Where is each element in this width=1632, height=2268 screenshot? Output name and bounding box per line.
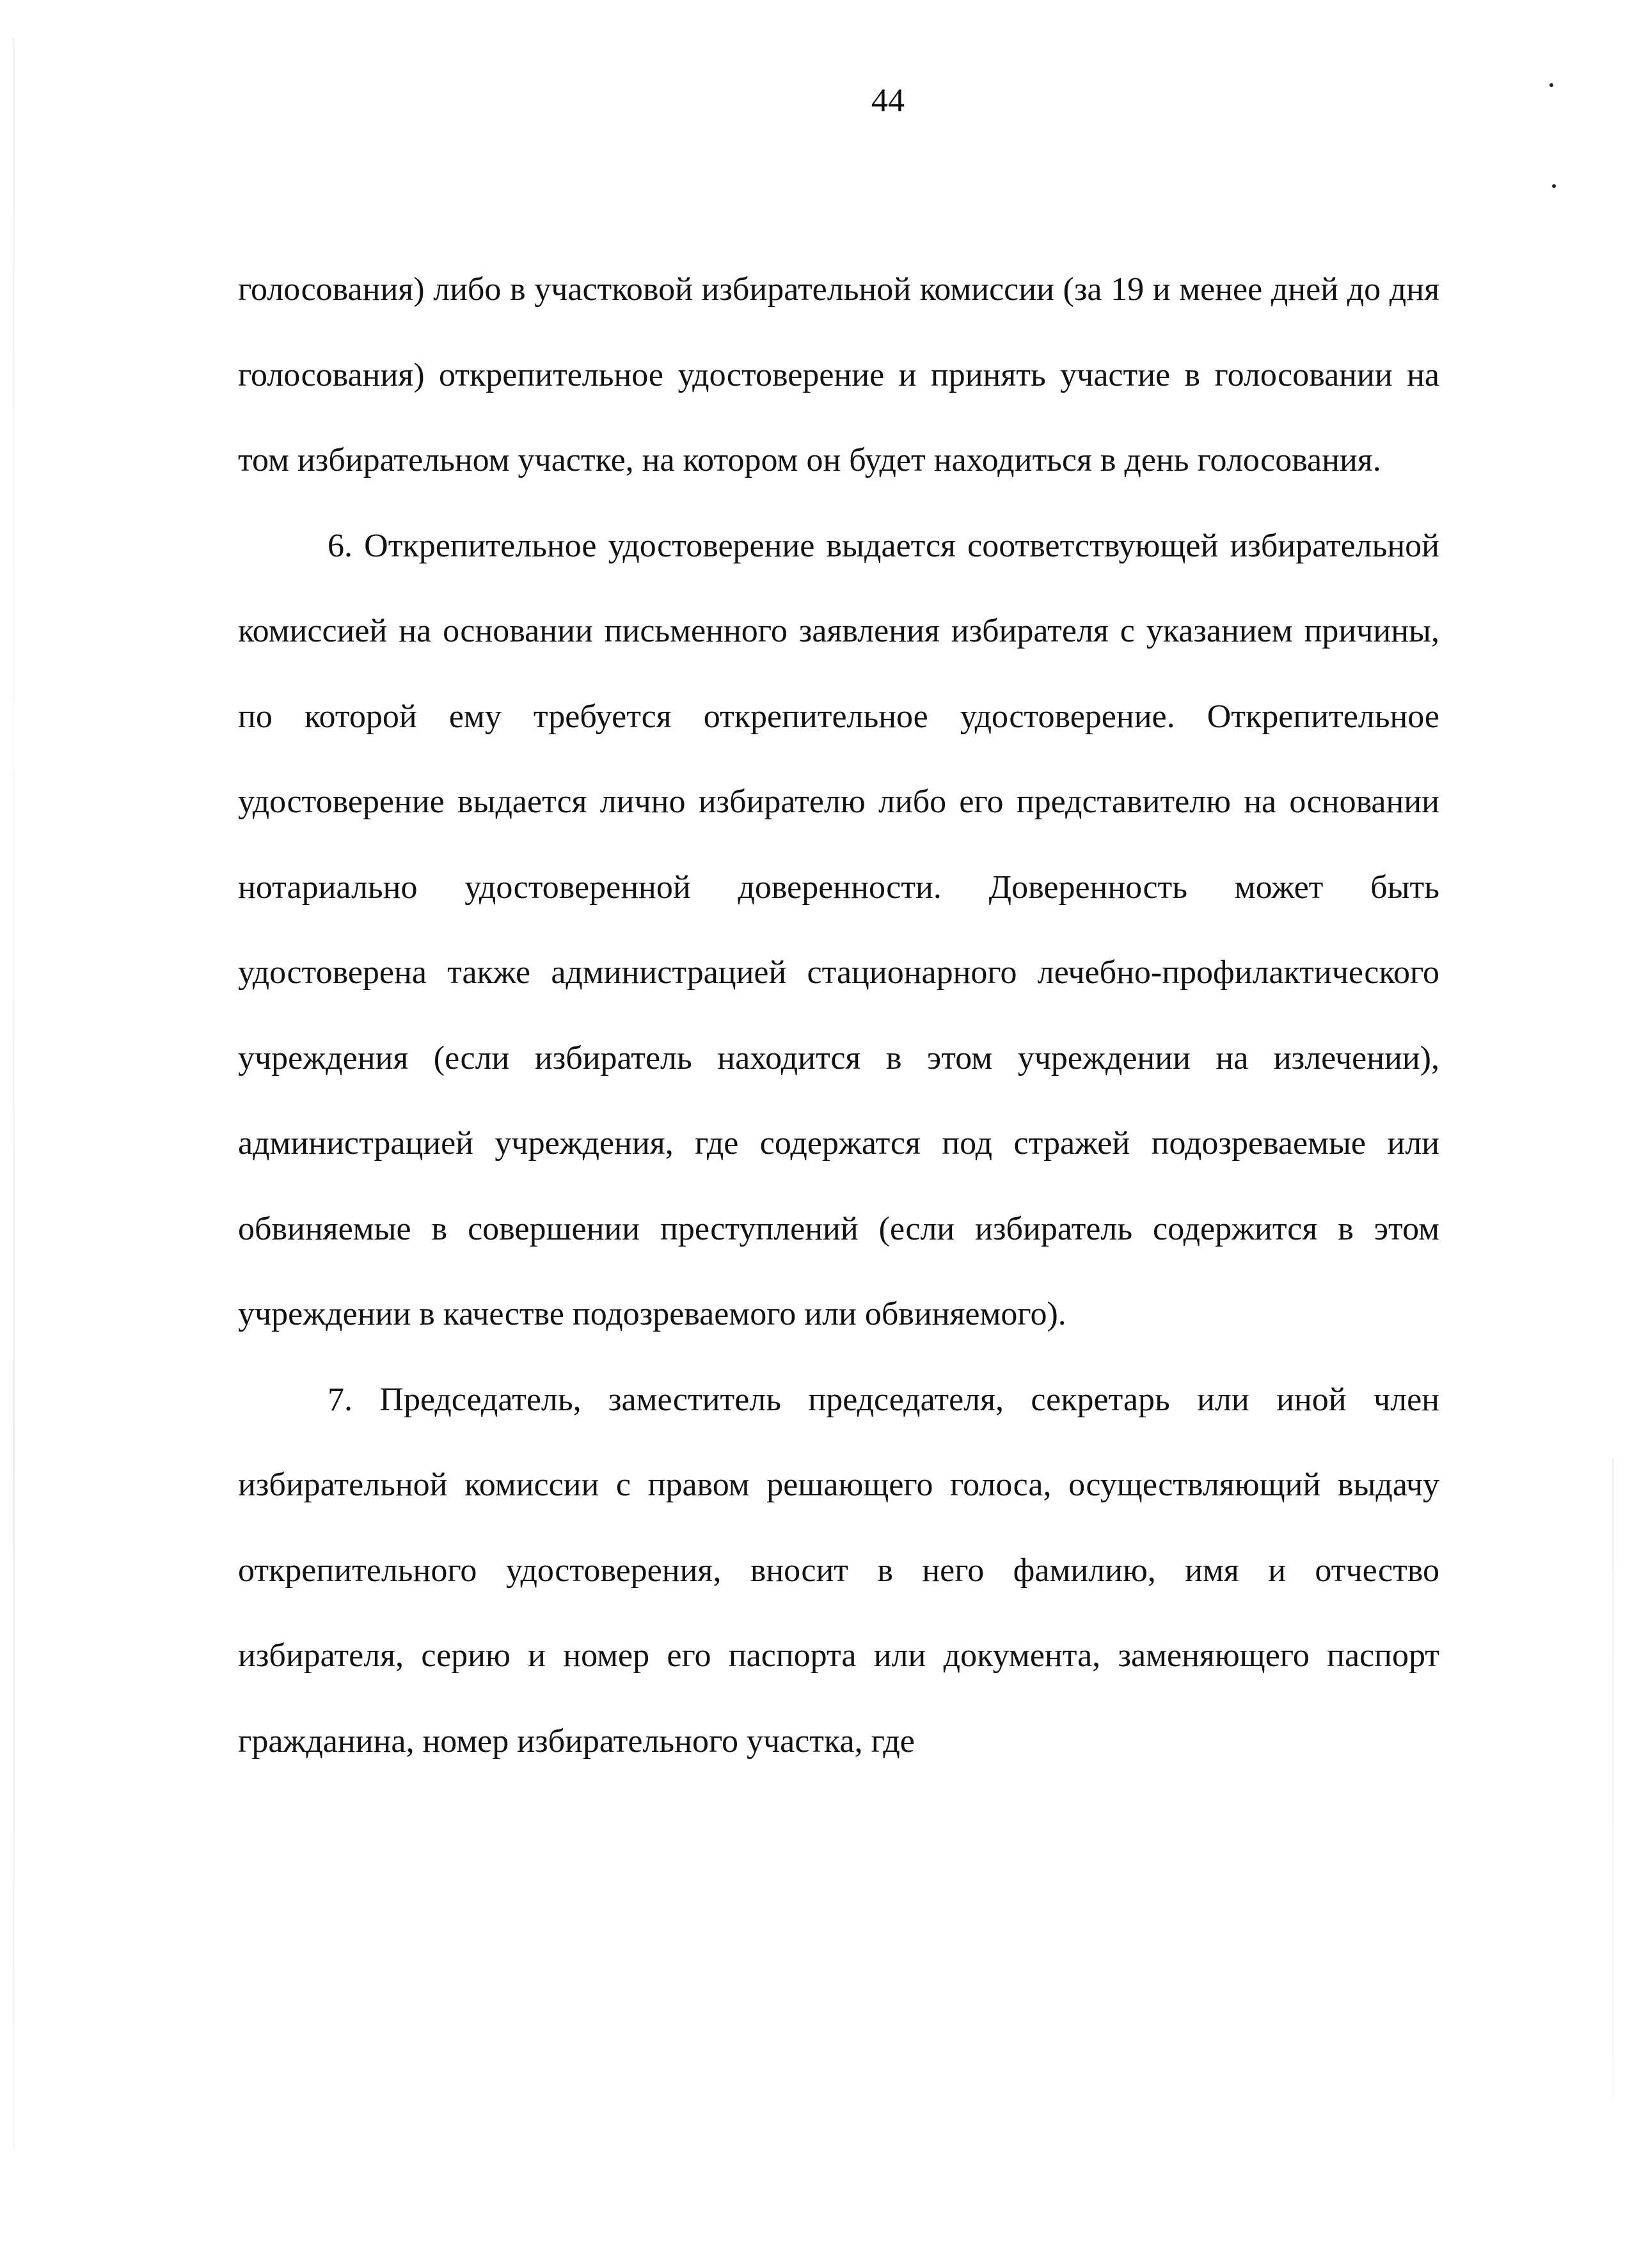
scan-speck	[1552, 184, 1556, 188]
scan-speck	[1549, 83, 1553, 87]
scan-edge-left	[13, 38, 15, 2149]
paragraph-item-6: 6. Открепительное удостоверение выдается соответствующей избирательной комиссией на основании письменного заявления избирателя с указанием причины, по которой ему требуется открепительное удостоверение. Открепительное удостоверение выдается лично избирателю либо его представителю на основании нотариально удостоверенной доверенности. Доверенность может быть удостоверена также администрацией стационарного лечебно-профилактического учреждения (если избиратель находится в этом учреждении на излечении), администрацией учреждения, где содержатся под стражей подозреваемые или обвиняемые в совершении преступлений (если избиратель содержится в этом учреждении в качестве подозреваемого или обвиняемого).	[238, 527, 1439, 1332]
paragraph-continuation: голосования) либо в участковой избирательной комиссии (за 19 и менее дней до дня голосования) открепительное удостоверение и принять участие в голосовании на том избирательном участке, на котором он будет находиться в день голосования.	[238, 271, 1439, 478]
scan-edge-right	[1612, 1458, 1614, 2098]
body-text	[238, 247, 1439, 1784]
page-number: 44	[871, 83, 905, 119]
paragraph-item-7: 7. Председатель, заместитель председателя, секретарь или иной член избирательной комиссии с правом решающего голоса, осуществляющий выдачу открепительного удостоверения, вносит в него фамилию, имя и отчество избирателя, серию и номер его паспорта или документа, заменяющего паспорт гражданина, номер избирательного участка, где	[238, 1381, 1439, 1760]
